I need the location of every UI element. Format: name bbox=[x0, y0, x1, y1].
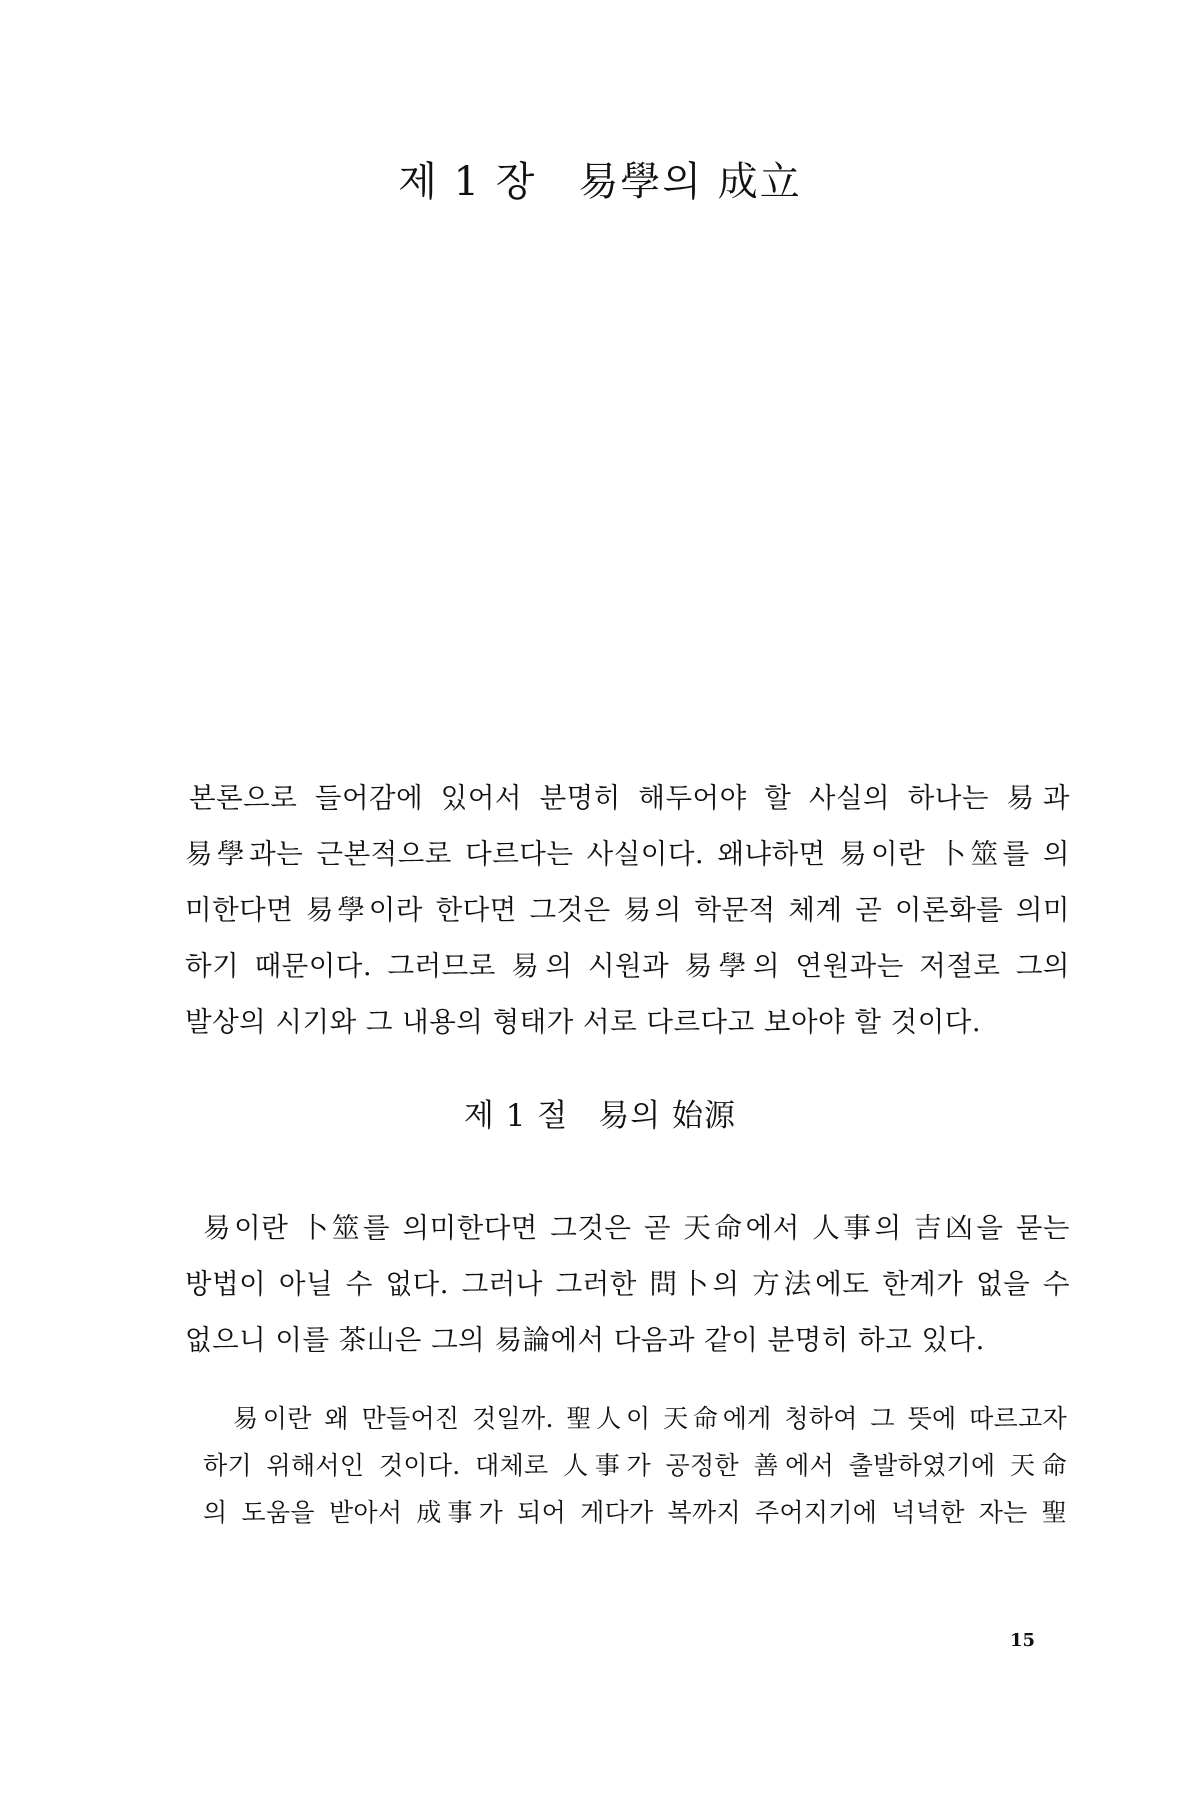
section-paragraph bbox=[185, 1200, 1070, 1368]
paragraph-line: 발상의 시기와 그 내용의 형태가 서로 다르다고 보아야 할 것이다. bbox=[185, 1006, 982, 1038]
paragraph-line: 방법이 아닐 수 없다. 그러나 그러한 問卜의 方法에도 한계가 없을 수 bbox=[185, 1268, 1070, 1300]
quotation-block bbox=[203, 1395, 1067, 1536]
chapter-heading bbox=[0, 150, 1200, 207]
intro-paragraph bbox=[185, 770, 1070, 1050]
paragraph-line: 미한다면 易學이라 한다면 그것은 易의 학문적 체계 곧 이론화를 의미 bbox=[185, 894, 1070, 926]
paragraph-line: 하기 때문이다. 그러므로 易의 시원과 易學의 연원과는 저절로 그의 bbox=[185, 950, 1070, 982]
page-number: 15 bbox=[1010, 1630, 1036, 1651]
paragraph-line: 易學과는 근본적으로 다르다는 사실이다. 왜냐하면 易이란 卜筮를 의 bbox=[185, 838, 1070, 870]
section-number: 제 1 절 bbox=[463, 1098, 569, 1134]
chapter-number: 제 1 장 bbox=[398, 159, 537, 205]
section-heading bbox=[0, 1090, 1200, 1135]
section-title: 易의 始源 bbox=[598, 1098, 737, 1134]
quote-line: 易이란 왜 만들어진 것일까. 聖人이 天命에게 청하여 그 뜻에 따르고자 bbox=[233, 1404, 1067, 1433]
chapter-title: 易學의 成立 bbox=[578, 159, 802, 205]
quote-line: 의 도움을 받아서 成事가 되어 게다가 복까지 주어지기에 넉넉한 자는 聖 bbox=[203, 1498, 1067, 1527]
paragraph-line: 없으니 이를 茶山은 그의 易論에서 다음과 같이 분명히 하고 있다. bbox=[185, 1324, 985, 1356]
quote-line: 하기 위해서인 것이다. 대체로 人事가 공정한 善에서 출발하였기에 天命 bbox=[203, 1451, 1067, 1480]
paragraph-line: 易이란 卜筮를 의미한다면 그것은 곧 天命에서 人事의 吉凶을 묻는 bbox=[203, 1212, 1070, 1244]
paragraph-line: 본론으로 들어감에 있어서 분명히 해두어야 할 사실의 하나는 易과 bbox=[189, 782, 1070, 814]
